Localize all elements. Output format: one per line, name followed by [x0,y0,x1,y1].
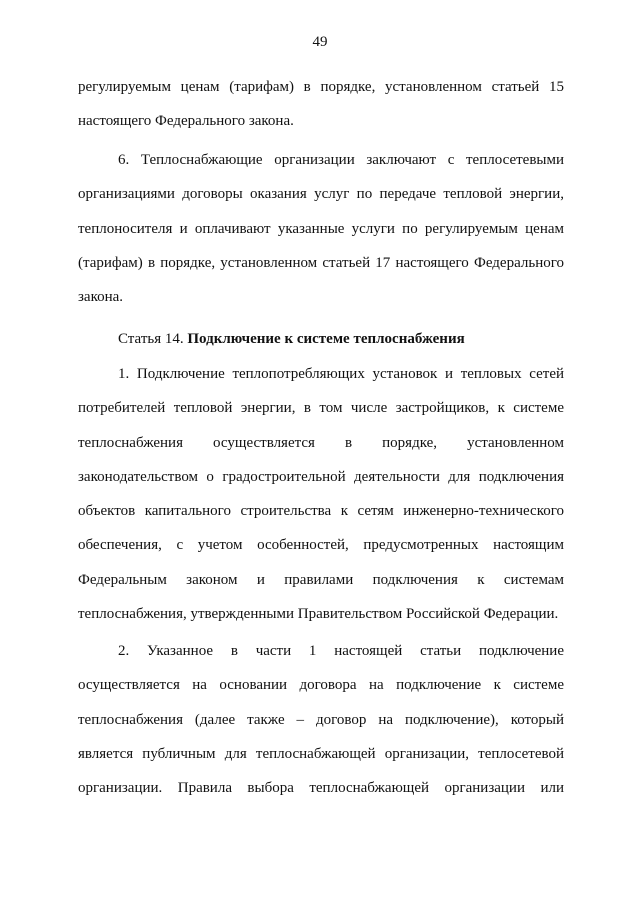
article-title: Подключение к системе теплоснабжения [187,331,465,347]
continuation-paragraph: регулируемым ценам (тарифам) в порядке, установленном статьей 15 настоящего Федерального закона. [78,79,564,130]
paragraph-2: 2. Указанное в части 1 настоящей статьи подключение осуществляется на основании договора на подключение к системе теплоснабжения (далее также – договор на подключение), который является публичным для теплоснабжающей организации, теплосетевой организации. Правила выбора теплоснабжающей организации или [78,643,564,797]
article-heading [78,322,564,356]
article-label: Статья 14. [118,331,184,347]
paragraph-6: 6. Теплоснабжающие организации заключают с теплосетевыми организациями договоры оказания услуг по передаче тепловой энергии, теплоносителя и оплачивают указанные услуги по регулируемым ценам (тарифам) в порядке, установленном статьей 17 настоящего Федерального закона. [78,152,564,306]
page-number: 49 [312,34,328,50]
paragraph-1: 1. Подключение теплопотребляющих установок и тепловых сетей потребителей тепловой энергии, в том числе застройщиков, к системе теплоснабжения осуществляется в порядке, установленном законодательством о градостроительной деятельности для подключения объектов капитального строительства к сетям инженерно-технического обеспечения, с учетом особенностей, предусмотренных настоящим Федеральным законом и правилами подключения к системам теплоснабжения, утвержденными Правительством Российской Федерации. [78,366,564,623]
